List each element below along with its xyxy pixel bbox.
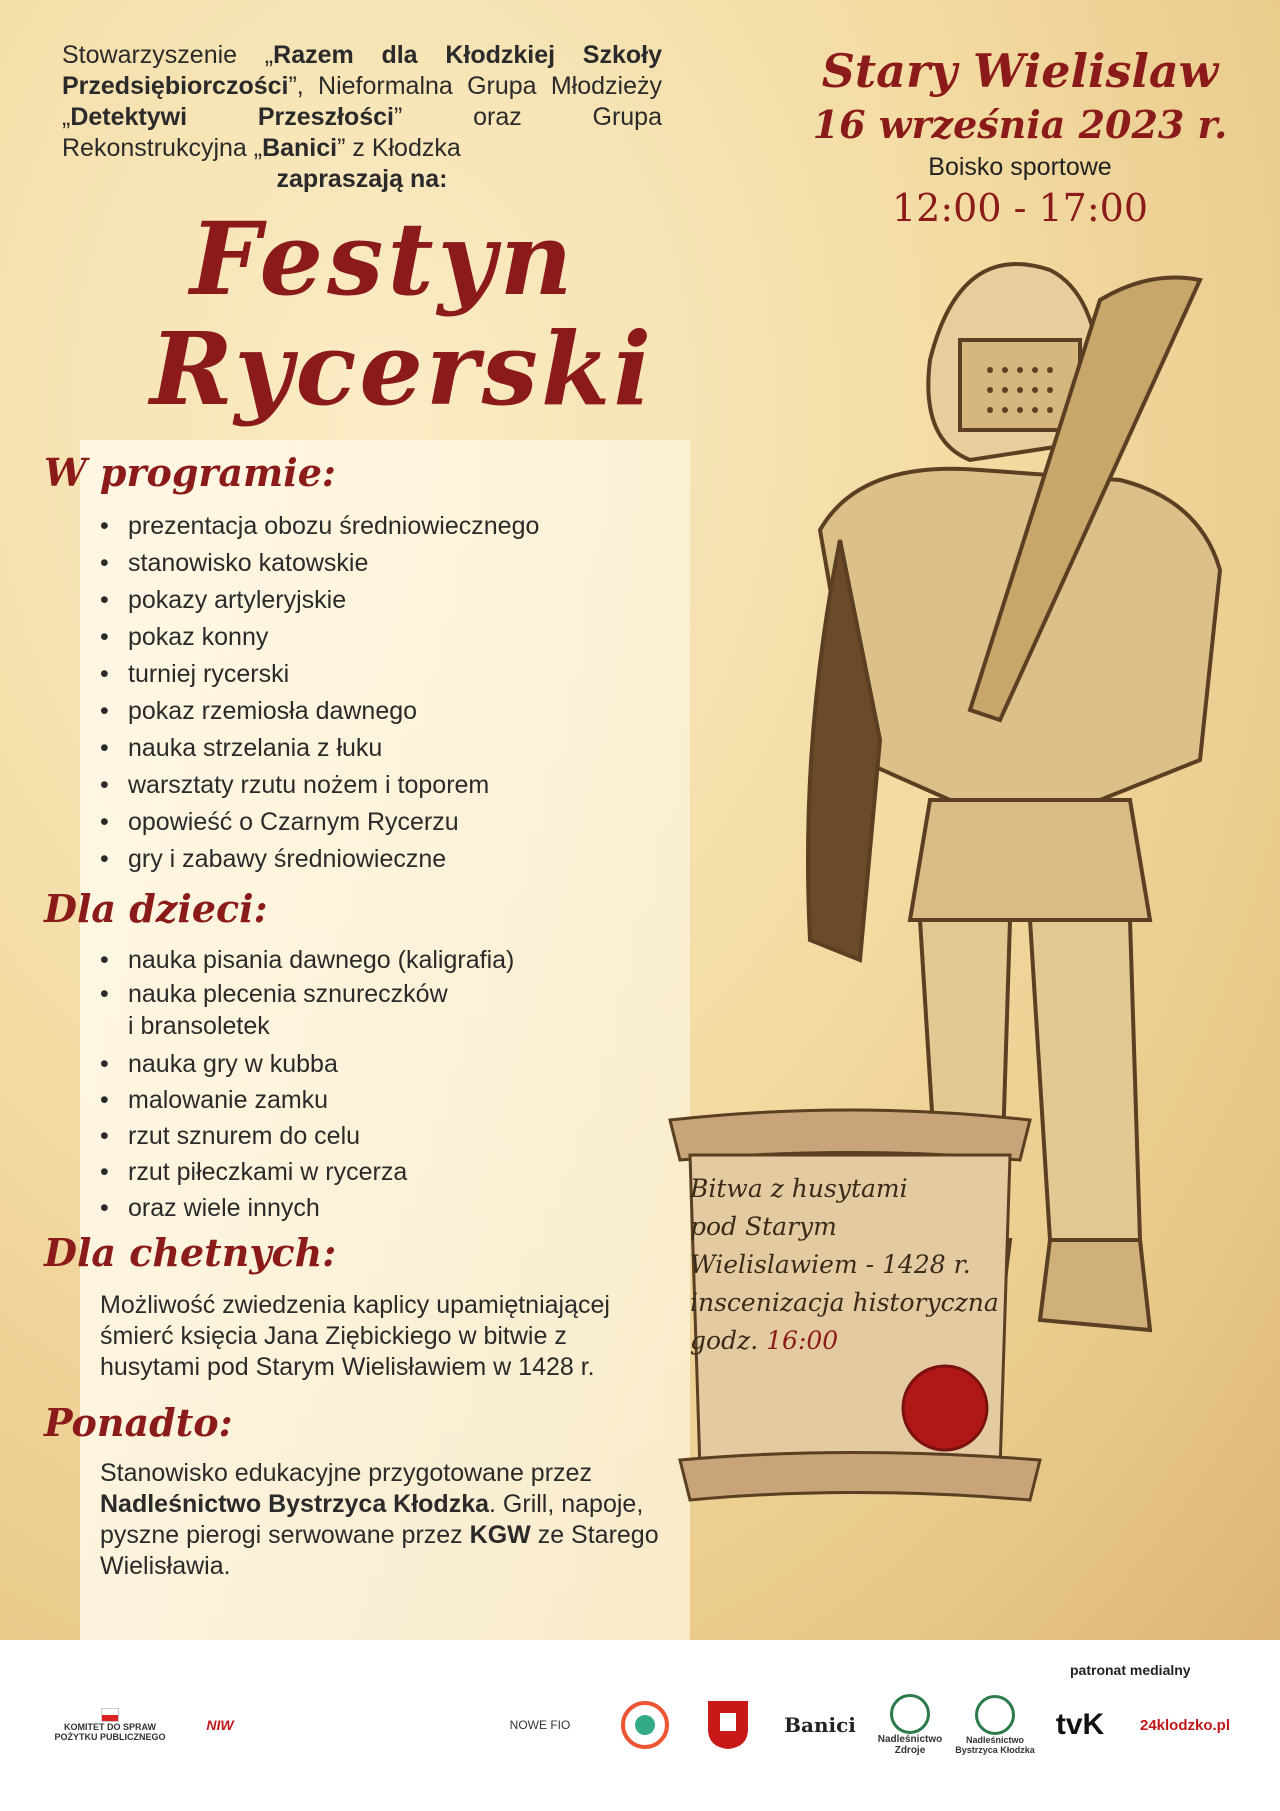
- org-name-1: Razem dla Kłodzkiej Szkoły Przedsiębiorczości: [62, 41, 662, 100]
- kids-item: • rzut piłeczkami w rycerza: [100, 1154, 514, 1190]
- logo-tvk-text: tvK: [1055, 1708, 1105, 1741]
- logo-bystrzyca-text: Nadleśnictwo Bystrzyca Kłodzka: [955, 1735, 1035, 1755]
- title-line-1: Festyn: [190, 200, 577, 318]
- logo-kpp: [50, 1690, 170, 1760]
- kids-list: [100, 942, 514, 1226]
- program-item: • warsztaty rzutu nożem i toporem: [100, 767, 539, 804]
- logo-banici-text: Banici: [784, 1713, 856, 1737]
- scroll-line: Wielislawiem - 1428 r.: [690, 1250, 971, 1279]
- kids-item: [100, 978, 514, 1046]
- logo-coat-of-arms: [700, 1690, 755, 1760]
- willing-text: Możliwość zwiedzenia kaplicy upamiętniającej śmierć księcia Jana Ziębickiego w bitwie z husytami pod Starym Wielisławiem w 1428 r.: [100, 1291, 610, 1381]
- scroll-time: 16:00: [766, 1326, 839, 1355]
- also-org: Nadleśnictwo Bystrzyca Kłodzka: [100, 1490, 490, 1518]
- flag-icon: [101, 1708, 119, 1722]
- patronat-label: patronat medialny: [1070, 1662, 1191, 1678]
- org-text-d: ” z Kłodzka: [337, 134, 461, 162]
- program-item: • prezentacja obozu średniowiecznego: [100, 508, 539, 545]
- invite-text: zapraszają na:: [276, 165, 448, 193]
- kids-item-line: i bransoletek: [128, 1012, 270, 1040]
- program-item: • nauka strzelania z łuku: [100, 730, 539, 767]
- scroll-line: Bitwa z husytami: [690, 1174, 908, 1203]
- logo-niw-text: NIW: [206, 1717, 234, 1733]
- also-kgw: KGW: [469, 1521, 531, 1549]
- willing-heading: Dla chetnych:: [44, 1230, 337, 1275]
- event-date: 16 września 2023 r.: [812, 102, 1228, 147]
- program-item: • pokazy artyleryjskie: [100, 582, 539, 619]
- logo-24klodzko: [1130, 1690, 1240, 1760]
- kids-item-line: nauka plecenia sznureczków: [128, 980, 448, 1008]
- kids-item: • nauka gry w kubba: [100, 1046, 514, 1082]
- kids-item: • rzut sznurem do celu: [100, 1118, 514, 1154]
- also-text-3: ze Starego Wielisławia.: [100, 1521, 659, 1580]
- logo-banici: [775, 1690, 865, 1760]
- org-text-c: ” oraz Grupa Rekonstrukcyjna „: [62, 103, 662, 162]
- program-list: [100, 508, 539, 878]
- logo-kpp-text: KOMITET DO SPRAW POŻYTKU PUBLICZNEGO: [54, 1722, 166, 1742]
- org-name-2: Detektywi Przeszłości: [70, 103, 394, 131]
- event-info: [800, 44, 1240, 230]
- program-item: • opowieść o Czarnym Rycerzu: [100, 804, 539, 841]
- scroll-line: pod Starym: [690, 1212, 837, 1241]
- kids-item: • malowanie zamku: [100, 1082, 514, 1118]
- kids-heading: Dla dzieci:: [44, 886, 268, 931]
- scroll-godz: godz.: [690, 1326, 759, 1355]
- kids-item: • oraz wiele innych: [100, 1190, 514, 1226]
- scroll-line: [690, 1322, 1020, 1360]
- logo-niw: [190, 1690, 250, 1760]
- org-text-a: Stowarzyszenie „: [62, 41, 274, 69]
- event-venue: Boisko sportowe: [928, 153, 1112, 181]
- program-item: • pokaz konny: [100, 619, 539, 656]
- logo-zdroje: [870, 1690, 950, 1760]
- forest-icon: [975, 1695, 1015, 1735]
- logo-tvk: [1045, 1690, 1115, 1760]
- org-text-b: ”, Nieformalna Grupa Młodzieży „: [62, 72, 662, 131]
- program-item: • pokaz rzemiosła dawnego: [100, 693, 539, 730]
- circle-logo-icon: [620, 1700, 670, 1750]
- coat-of-arms-icon: [706, 1699, 750, 1751]
- program-item: • stanowisko katowskie: [100, 545, 539, 582]
- also-heading: Ponadto:: [44, 1400, 233, 1445]
- program-item: • turniej rycerski: [100, 656, 539, 693]
- program-item: • gry i zabawy średniowieczne: [100, 841, 539, 878]
- org-name-3: Banici: [262, 134, 338, 162]
- kids-item: • nauka pisania dawnego (kaligrafia): [100, 942, 514, 978]
- scroll-line: inscenizacja historyczna: [690, 1288, 999, 1317]
- title-line-2: Rycerski: [150, 310, 655, 428]
- also-text-2: Grill, napoje, pyszne pierogi serwowane przez: [100, 1490, 644, 1549]
- logo-24klodzko-text: 24klodzko.pl: [1139, 1716, 1231, 1734]
- scroll-text: [690, 1170, 1020, 1360]
- event-place: Stary Wielislaw: [821, 44, 1219, 98]
- logo-zdroje-text: Nadleśnictwo Zdroje: [877, 1734, 943, 1756]
- also-text-1: Stanowisko edukacyjne przygotowane przez: [100, 1459, 592, 1487]
- logo-nowe-fio: [505, 1690, 575, 1760]
- logo-bystrzyca: [950, 1690, 1040, 1760]
- program-heading: W programie:: [44, 450, 336, 495]
- logo-circle: [615, 1690, 675, 1760]
- logo-nowe-fio-text: NOWE FIO: [509, 1718, 571, 1732]
- organizers-text: [62, 40, 662, 195]
- also-text: Stanowisko edukacyjne przygotowane przez Nadleśnictwo Bystrzyca Kłodzka. Grill, napoje, pyszne pierogi serwowane przez KGW ze Starego Wielisławia.: [100, 1459, 659, 1580]
- wax-seal-icon: [903, 1366, 987, 1450]
- forest-icon: [890, 1694, 930, 1734]
- event-time: 12:00 - 17:00: [891, 186, 1149, 230]
